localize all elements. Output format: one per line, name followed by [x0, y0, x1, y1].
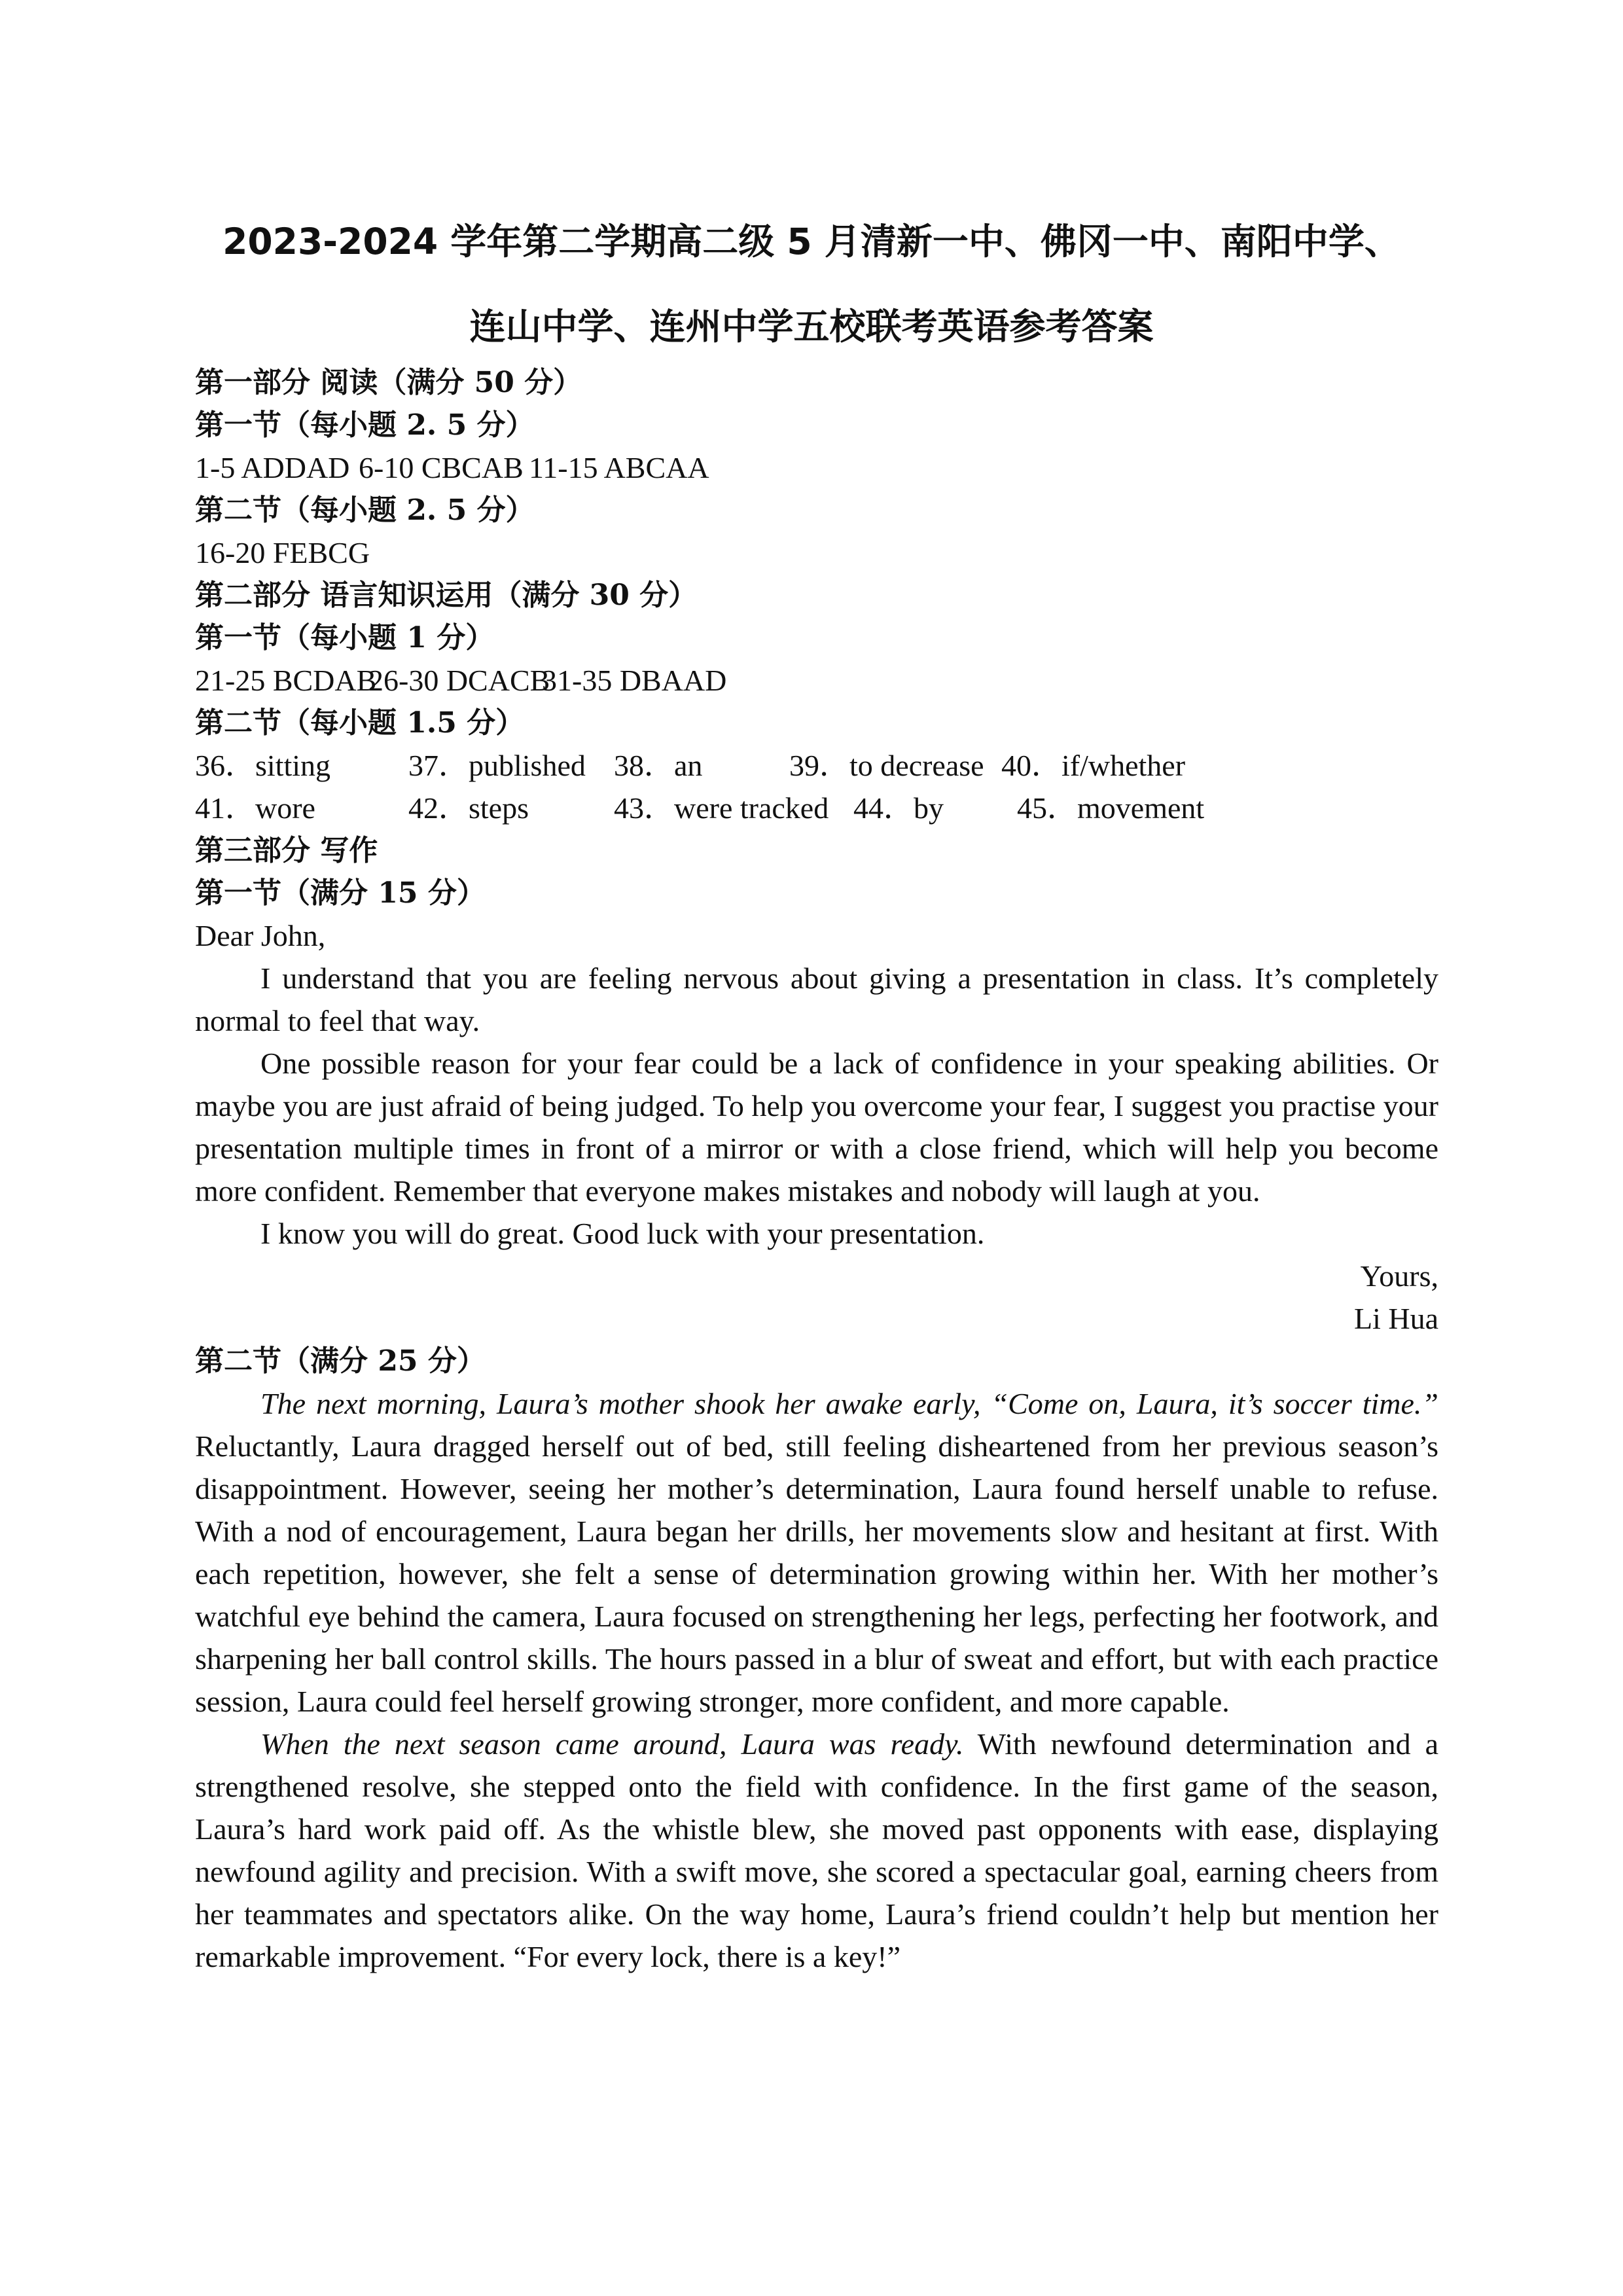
part2-section2-heading: 第二节（每小题 1.5 分） — [195, 706, 525, 740]
fill-answers-row1 — [195, 744, 1438, 787]
answer-group: 1-5 ADDAD — [195, 451, 350, 484]
answer-group: 6-10 CBCAB — [359, 451, 524, 484]
fill-answer: 39．to decrease — [789, 749, 984, 782]
fill-answer: 45．movement — [1017, 791, 1205, 825]
story-lead-sentence: The next morning, Laura’s mother shook her awake early, “Come on, Laura, it’s soccer time.” — [260, 1387, 1438, 1420]
answer-content — [195, 361, 1438, 1978]
part3-section2-heading: 第二节（满分 25 分） — [195, 1344, 486, 1378]
letter-paragraph: I understand that you are feeling nervous about giving a presentation in class. It’s completely normal to feel that way. — [195, 961, 1438, 1037]
story-body: With newfound determination and a strengthened resolve, she stepped onto the field with confidence. In the first game of the season, Laura’s hard work paid off. As the whistle blew, she moved past opponents with ease, displaying newfound agility and precision. With a swift move, she scored a spectacular goal, earning cheers from her teammates and spectators alike. On the way home, Laura’s friend couldn’t help but mention her remarkable improvement. “For every lock, there is a key!” — [195, 1727, 1438, 1973]
story-paragraph — [195, 1382, 1438, 1723]
story-lead-sentence: When the next season came around, Laura was ready. — [260, 1727, 964, 1761]
letter-closing: Yours, — [1360, 1259, 1438, 1293]
part1-section2-heading: 第二节（每小题 2. 5 分） — [195, 493, 535, 527]
fill-answer: 43．were tracked — [614, 791, 829, 825]
letter-paragraph: I know you will do great. Good luck with your presentation. — [260, 1217, 985, 1250]
page-title-line1: 2023-2024 学年第二学期高二级 5 月清新一中、佛冈一中、南阳中学、 — [223, 221, 1400, 262]
part1-section2-answers: 16-20 FEBCG — [195, 536, 370, 569]
story-paragraph — [195, 1723, 1438, 1978]
answer-group: 21-25 BCDAB — [195, 664, 377, 697]
letter-paragraph: One possible reason for your fear could be a lack of confidence in your speaking abilities. Or maybe you are just afraid of being judged. To help you overcome your fear, I suggest you practise your presentation multiple times in front of a mirror or with a close friend, which will help you become more confident. Remember that everyone makes mistakes and nobody will laugh at you. — [195, 1047, 1438, 1208]
part3-heading: 第三部分 写作 — [195, 834, 378, 867]
letter-signature: Li Hua — [1353, 1302, 1438, 1335]
part3-section1-heading: 第一节（满分 15 分） — [195, 876, 486, 910]
part2-section1-heading: 第一节（每小题 1 分） — [195, 621, 495, 655]
part1-section1-answers — [195, 446, 1438, 489]
letter-greeting: Dear John, — [195, 919, 326, 952]
part2-section1-answers — [195, 659, 1438, 702]
page-title-line2: 连山中学、连州中学五校联考英语参考答案 — [469, 306, 1154, 348]
fill-answer: 38．an — [614, 749, 703, 782]
fill-answer: 37．published — [408, 749, 586, 782]
fill-answer: 44．by — [853, 791, 944, 825]
part2-heading: 第二部分 语言知识运用（满分 30 分） — [195, 579, 698, 612]
answer-group: 11-15 ABCAA — [529, 451, 709, 484]
part1-section1-heading: 第一节（每小题 2. 5 分） — [195, 408, 535, 442]
fill-answer: 40．if/whether — [1001, 749, 1186, 782]
fill-answer: 41．wore — [195, 791, 315, 825]
fill-answers-row2 — [195, 787, 1438, 829]
part1-heading: 第一部分 阅读（满分 50 分） — [195, 366, 582, 399]
answer-group: 31-35 DBAAD — [542, 664, 727, 697]
fill-answer: 36．sitting — [195, 749, 331, 782]
fill-answer: 42．steps — [408, 791, 529, 825]
answer-group: 26-30 DCACB — [368, 664, 550, 697]
story-body: Reluctantly, Laura dragged herself out of bed, still feeling disheartened from her previous season’s disappointment. However, seeing her mother’s determination, Laura found herself unable to refuse. With a nod of encouragement, Laura began her drills, her movements slow and hesitant at first. With each repetition, however, she felt a sense of determination growing within her. With her mother’s watchful eye behind the camera, Laura focused on strengthening her legs, perfecting her footwork, and sharpening her ball control skills. The hours passed in a blur of sweat and effort, but with each practice session, Laura could feel herself growing stronger, more confident, and more capable. — [195, 1429, 1438, 1718]
